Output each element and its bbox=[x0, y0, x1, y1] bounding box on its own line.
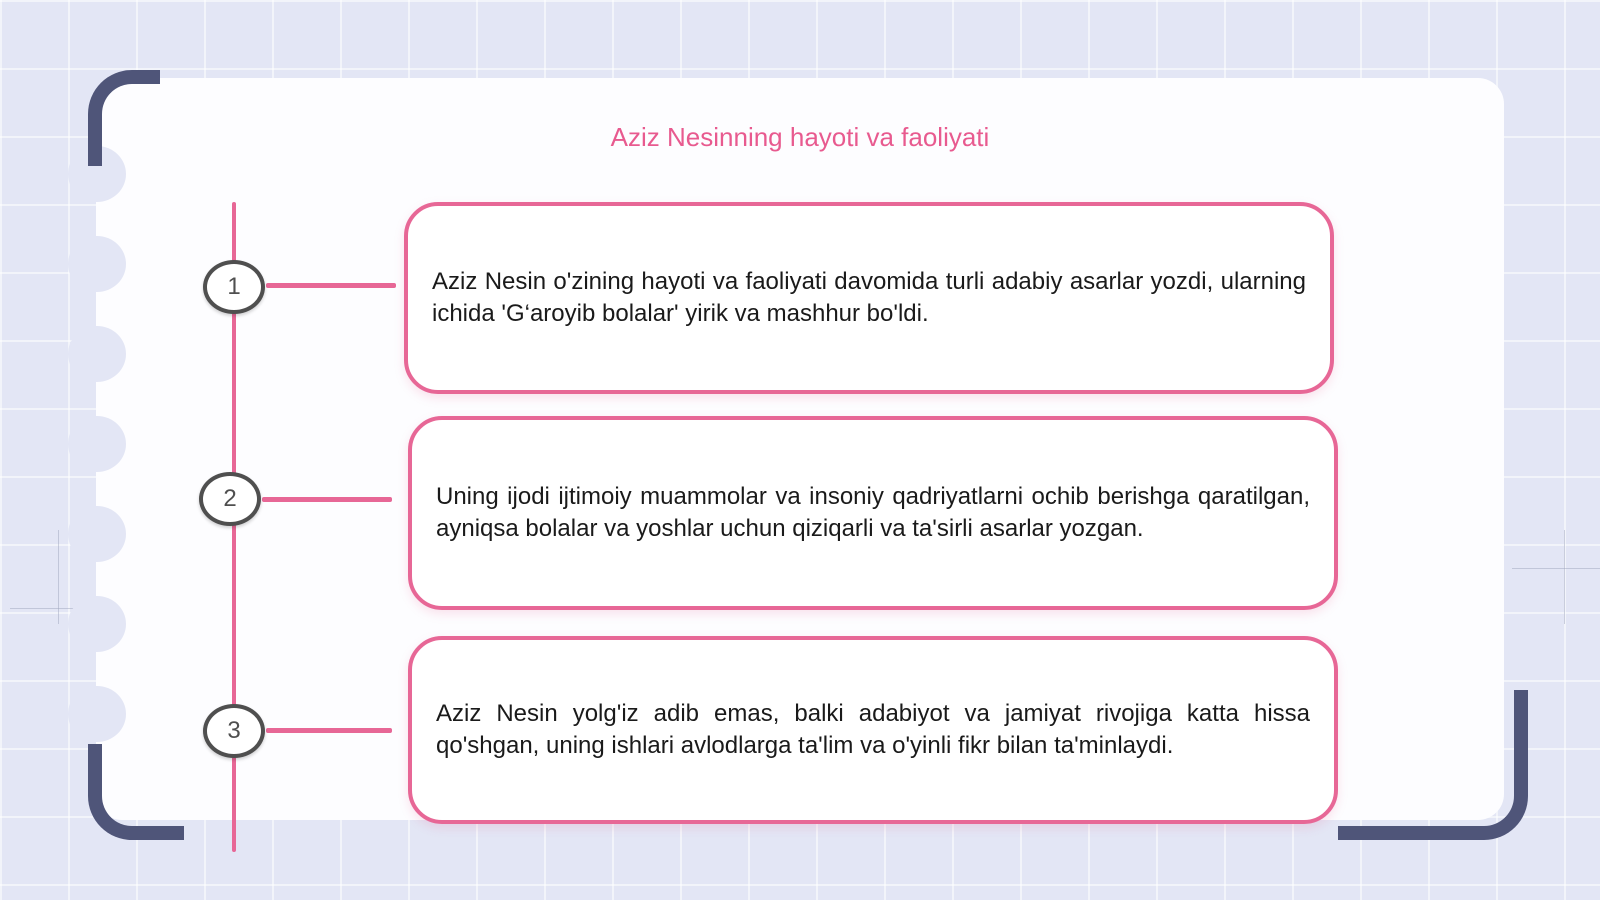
timeline-marker-2 bbox=[199, 472, 261, 526]
timeline-marker-1 bbox=[203, 260, 265, 314]
timeline-item-text: Uning ijodi ijtimoiy muammolar va insoniy qadriyatlarni ochib berishga qaratilgan, ayniqsa bolalar va yoshlar uchun qiziqarli va ta'sirli asarlar yozgan. bbox=[436, 483, 1310, 542]
frame-corner-bottom-left bbox=[88, 744, 184, 840]
timeline-connector-1 bbox=[266, 283, 396, 288]
timeline-marker-number: 2 bbox=[223, 485, 237, 512]
card-edge-notch bbox=[68, 236, 126, 292]
card-edge-notch bbox=[68, 416, 126, 472]
timeline-item-1 bbox=[404, 202, 1334, 394]
background-crosshair-right-v bbox=[1564, 530, 1565, 624]
timeline-connector-3 bbox=[266, 728, 392, 733]
timeline-item-text: Aziz Nesin o'zining hayoti va faoliyati davomida turli adabiy asarlar yozdi, ularning ichida 'G‘aroyib bolalar' yirik va mashhur bo'ldi. bbox=[432, 268, 1306, 327]
timeline-connector-2 bbox=[262, 497, 392, 502]
card-edge-notch bbox=[68, 506, 126, 562]
frame-corner-bottom-right bbox=[1338, 690, 1528, 840]
card-edge-notch bbox=[68, 596, 126, 652]
card-edge-notch bbox=[68, 686, 126, 742]
timeline-item-text: Aziz Nesin yolg'iz adib emas, balki adabiyot va jamiyat rivojiga katta hissa qo'shgan, uning ishlari avlodlarga ta'lim va o'yinli fikr bilan ta'minlaydi. bbox=[436, 700, 1310, 759]
timeline-item-3 bbox=[408, 636, 1338, 824]
background-crosshair-right-h bbox=[1512, 568, 1600, 569]
timeline-marker-number: 1 bbox=[227, 273, 241, 300]
slide-title: Aziz Nesinning hayoti va faoliyati bbox=[610, 122, 990, 152]
timeline-marker-number: 3 bbox=[227, 717, 241, 744]
timeline-marker-3 bbox=[203, 704, 265, 758]
background-crosshair-left-v bbox=[58, 530, 59, 624]
card-edge-notch bbox=[68, 326, 126, 382]
timeline-item-2 bbox=[408, 416, 1338, 610]
